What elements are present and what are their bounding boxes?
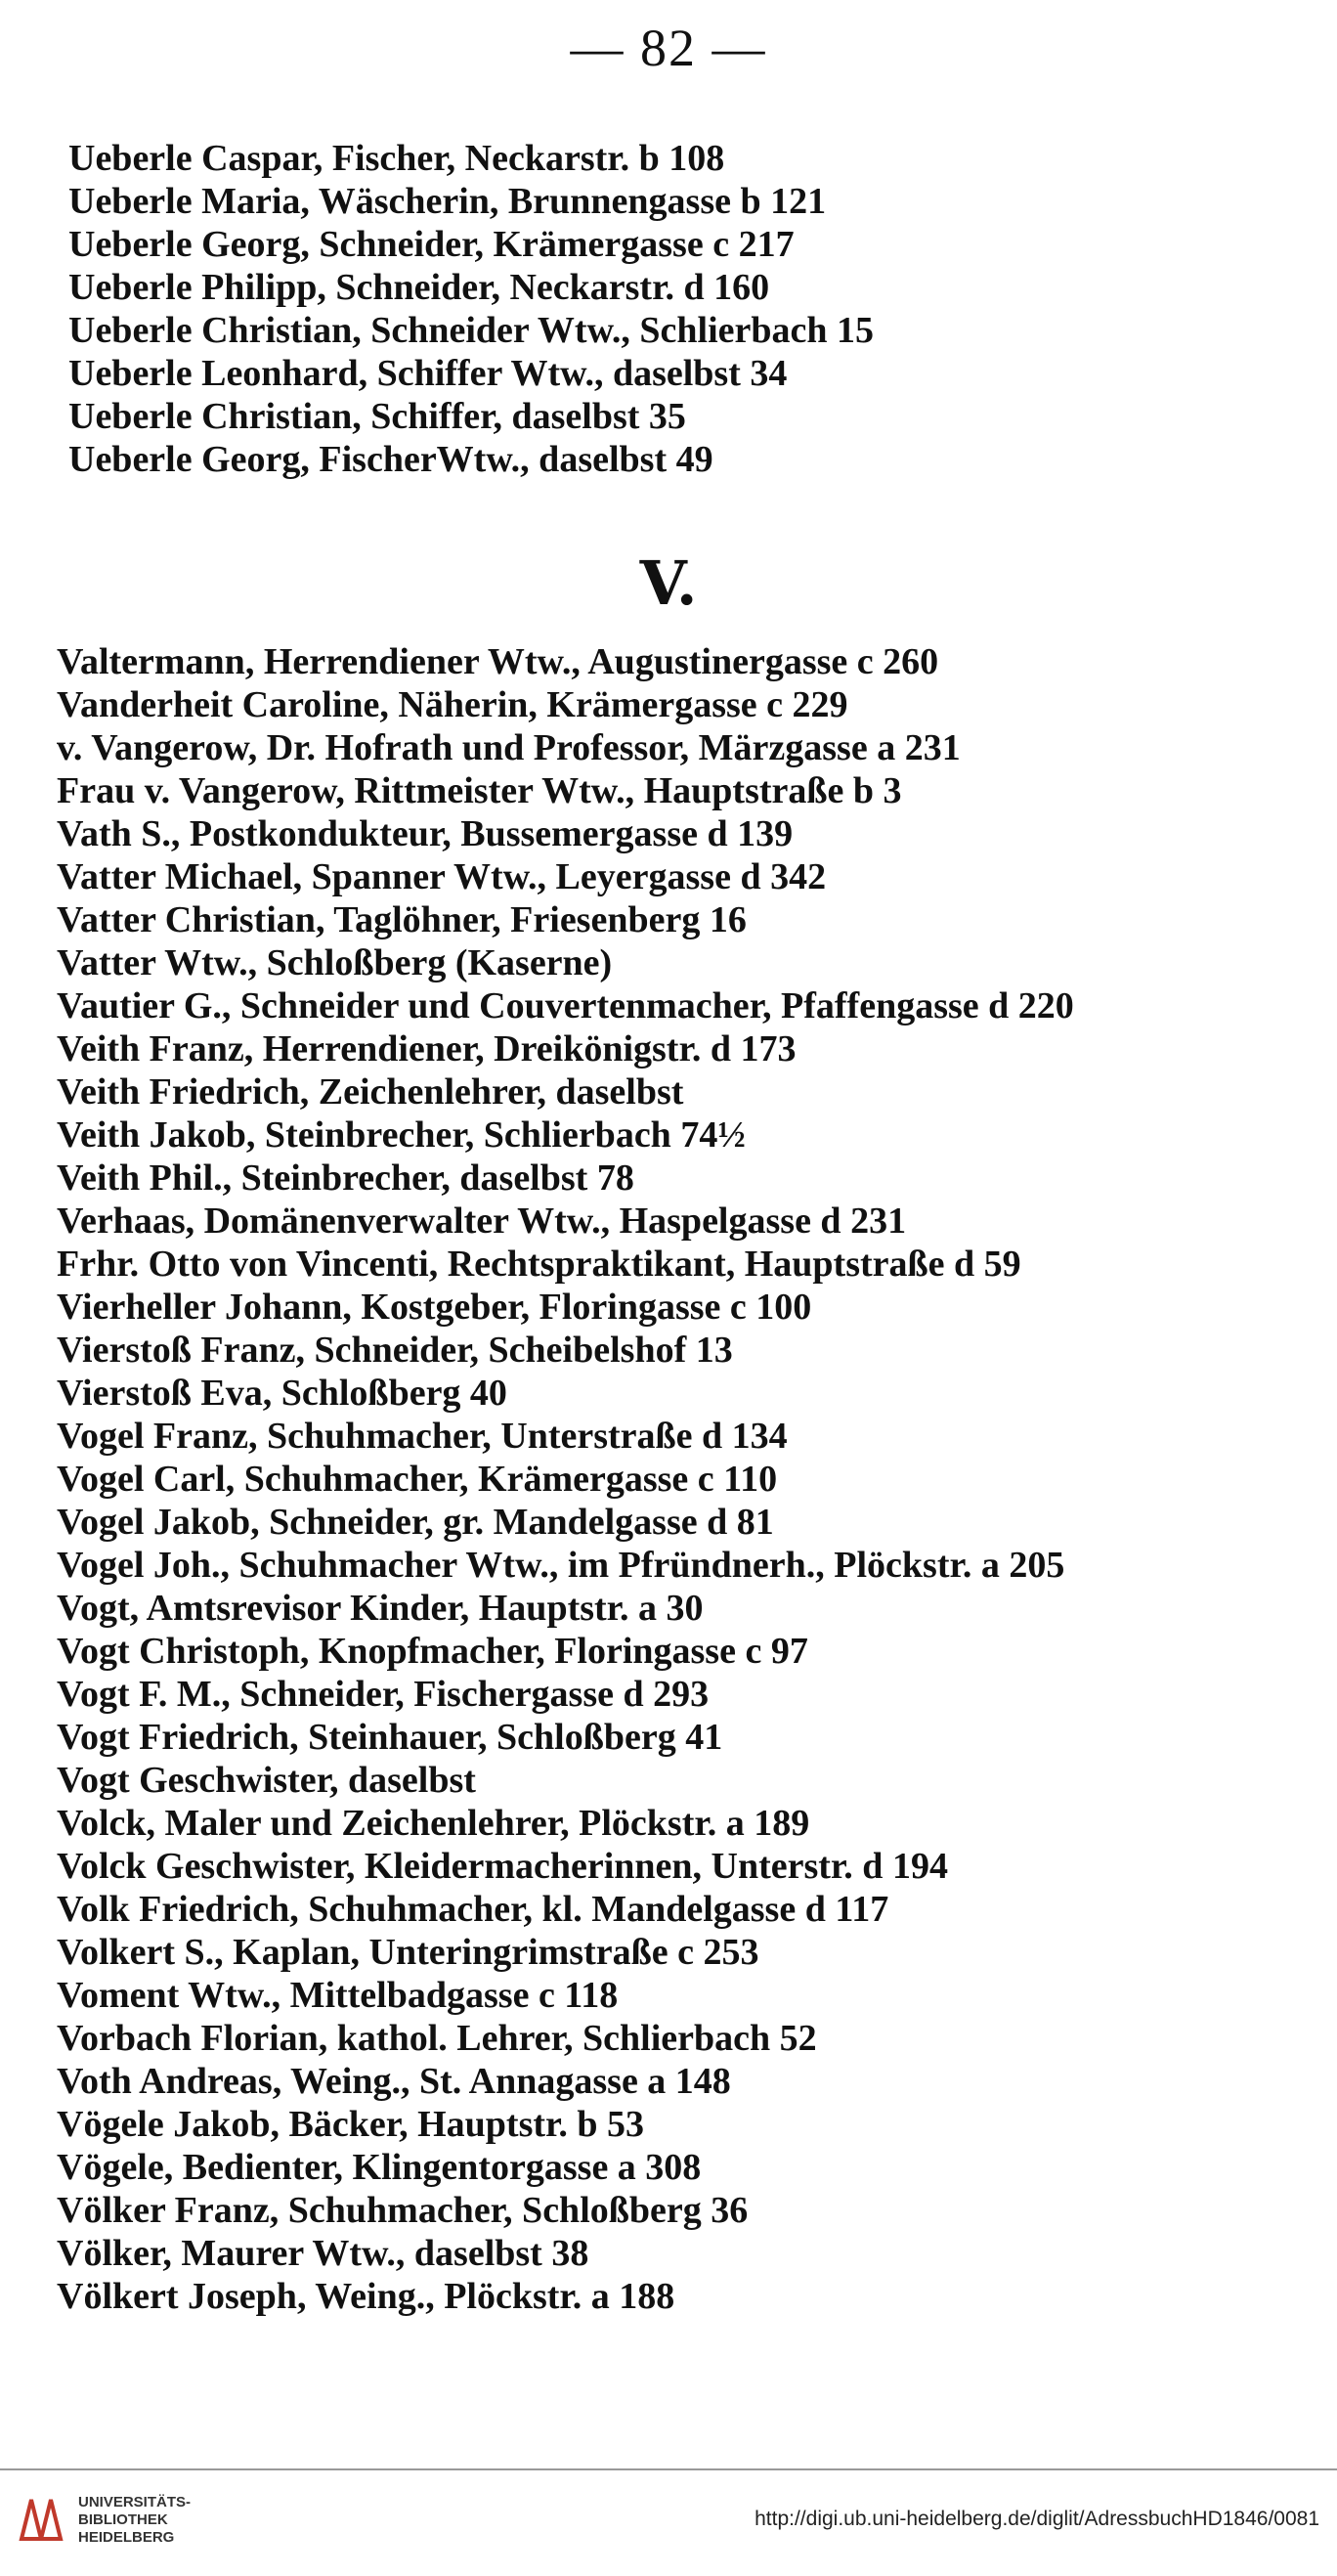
library-name xyxy=(78,2494,191,2547)
directory-entry: Frau v. Vangerow, Rittmeister Wtw., Hauptstraße b 3 xyxy=(57,770,902,811)
directory-entry: Volkert S., Kaplan, Unteringrimstraße c 253 xyxy=(57,1932,759,1973)
directory-entry: Frhr. Otto von Vincenti, Rechtspraktikant, Hauptstraße d 59 xyxy=(57,1244,1021,1285)
digitization-footer xyxy=(0,2468,1337,2576)
library-logo-icon xyxy=(12,2490,70,2549)
library-name-line: HEIDELBERG xyxy=(78,2529,175,2546)
directory-entry: Ueberle Christian, Schiffer, daselbst 35 xyxy=(68,396,686,437)
directory-entry: Ueberle Philipp, Schneider, Neckarstr. d 160 xyxy=(68,267,770,308)
page-number: — 82 — xyxy=(570,19,767,77)
directory-entry: Vath S., Postkondukteur, Bussemergasse d 139 xyxy=(57,813,794,854)
directory-entry: Voth Andreas, Weing., St. Annagasse a 148 xyxy=(57,2061,731,2102)
directory-entry: Vogt Christoph, Knopfmacher, Floringasse c 97 xyxy=(57,1631,808,1672)
directory-entry: Vierheller Johann, Kostgeber, Floringasse c 100 xyxy=(57,1287,812,1328)
directory-entry: Vatter Christian, Taglöhner, Friesenberg 16 xyxy=(57,899,747,940)
directory-entry: Ueberle Georg, Schneider, Krämergasse c 217 xyxy=(68,224,795,265)
library-name-line: UNIVERSITÄTS- xyxy=(78,2494,192,2511)
directory-entry: Ueberle Georg, FischerWtw., daselbst 49 xyxy=(68,439,713,480)
entries-v-section xyxy=(57,640,1278,2318)
directory-entry: Vogel Carl, Schuhmacher, Krämergasse c 110 xyxy=(57,1459,778,1500)
directory-entry: Vogel Joh., Schuhmacher Wtw., im Pfründnerh., Plöckstr. a 205 xyxy=(57,1545,1065,1586)
directory-entry: Valtermann, Herrendiener Wtw., Augustinergasse c 260 xyxy=(57,641,939,682)
section-heading-v: V. xyxy=(639,547,698,619)
directory-entry: Volck, Maler und Zeichenlehrer, Plöckstr. a 189 xyxy=(57,1803,810,1844)
directory-entry: Ueberle Christian, Schneider Wtw., Schlierbach 15 xyxy=(68,310,875,351)
directory-entry: Vögele, Bedienter, Klingentorgasse a 308 xyxy=(57,2147,702,2188)
directory-entry: Vogt F. M., Schneider, Fischergasse d 293 xyxy=(57,1674,710,1715)
directory-entry: Völkert Joseph, Weing., Plöckstr. a 188 xyxy=(57,2276,675,2317)
directory-entry: Völker Franz, Schuhmacher, Schloßberg 36 xyxy=(57,2190,749,2231)
directory-entry: Vierstoß Eva, Schloßberg 40 xyxy=(57,1373,507,1414)
directory-entry: Vogt Friedrich, Steinhauer, Schloßberg 41 xyxy=(57,1717,723,1758)
directory-entry: Volk Friedrich, Schuhmacher, kl. Mandelgasse d 117 xyxy=(57,1889,889,1930)
directory-entry: Veith Franz, Herrendiener, Dreikönigstr. d 173 xyxy=(57,1028,797,1070)
directory-entry: Vogel Jakob, Schneider, gr. Mandelgasse d 81 xyxy=(57,1502,774,1543)
directory-entry: Ueberle Maria, Wäscherin, Brunnengasse b 121 xyxy=(68,181,827,222)
directory-entry: Voment Wtw., Mittelbadgasse c 118 xyxy=(57,1975,619,2016)
directory-entry: Vanderheit Caroline, Näherin, Krämergasse c 229 xyxy=(57,684,848,725)
library-name-line: BIBLIOTHEK xyxy=(78,2511,168,2528)
directory-entry: Veith Jakob, Steinbrecher, Schlierbach 74½ xyxy=(57,1114,746,1156)
directory-entry: Vogt Geschwister, daselbst xyxy=(57,1760,476,1801)
directory-entry: Verhaas, Domänenverwalter Wtw., Haspelgasse d 231 xyxy=(57,1201,907,1242)
directory-entry: Vogt, Amtsrevisor Kinder, Hauptstr. a 30 xyxy=(57,1588,704,1629)
directory-entry: Vierstoß Franz, Schneider, Scheibelshof 13 xyxy=(57,1330,733,1371)
directory-entry: Ueberle Leonhard, Schiffer Wtw., daselbst 34 xyxy=(68,353,788,394)
directory-entry: v. Vangerow, Dr. Hofrath und Professor, Märzgasse a 231 xyxy=(57,727,961,768)
directory-entry: Ueberle Caspar, Fischer, Neckarstr. b 108 xyxy=(68,138,725,179)
directory-entry: Vatter Michael, Spanner Wtw., Leyergasse d 342 xyxy=(57,856,827,897)
directory-entry: Vautier G., Schneider und Couvertenmacher, Pfaffengasse d 220 xyxy=(57,985,1074,1026)
directory-entry: Veith Friedrich, Zeichenlehrer, daselbst xyxy=(57,1071,684,1113)
directory-entry: Vatter Wtw., Schloßberg (Kaserne) xyxy=(57,942,613,983)
directory-entry: Veith Phil., Steinbrecher, daselbst 78 xyxy=(57,1157,634,1199)
directory-entry: Völker, Maurer Wtw., daselbst 38 xyxy=(57,2233,589,2274)
source-url-link[interactable]: http://digi.ub.uni-heidelberg.de/diglit/AdressbuchHD1846/0081 xyxy=(755,2508,1319,2530)
directory-entry: Vogel Franz, Schuhmacher, Unterstraße d 134 xyxy=(57,1416,788,1457)
entries-u-section xyxy=(68,137,1290,481)
directory-entry: Vorbach Florian, kathol. Lehrer, Schlierbach 52 xyxy=(57,2018,817,2059)
directory-entry: Volck Geschwister, Kleidermacherinnen, Unterstr. d 194 xyxy=(57,1846,948,1887)
directory-entry: Vögele Jakob, Bäcker, Hauptstr. b 53 xyxy=(57,2104,645,2145)
